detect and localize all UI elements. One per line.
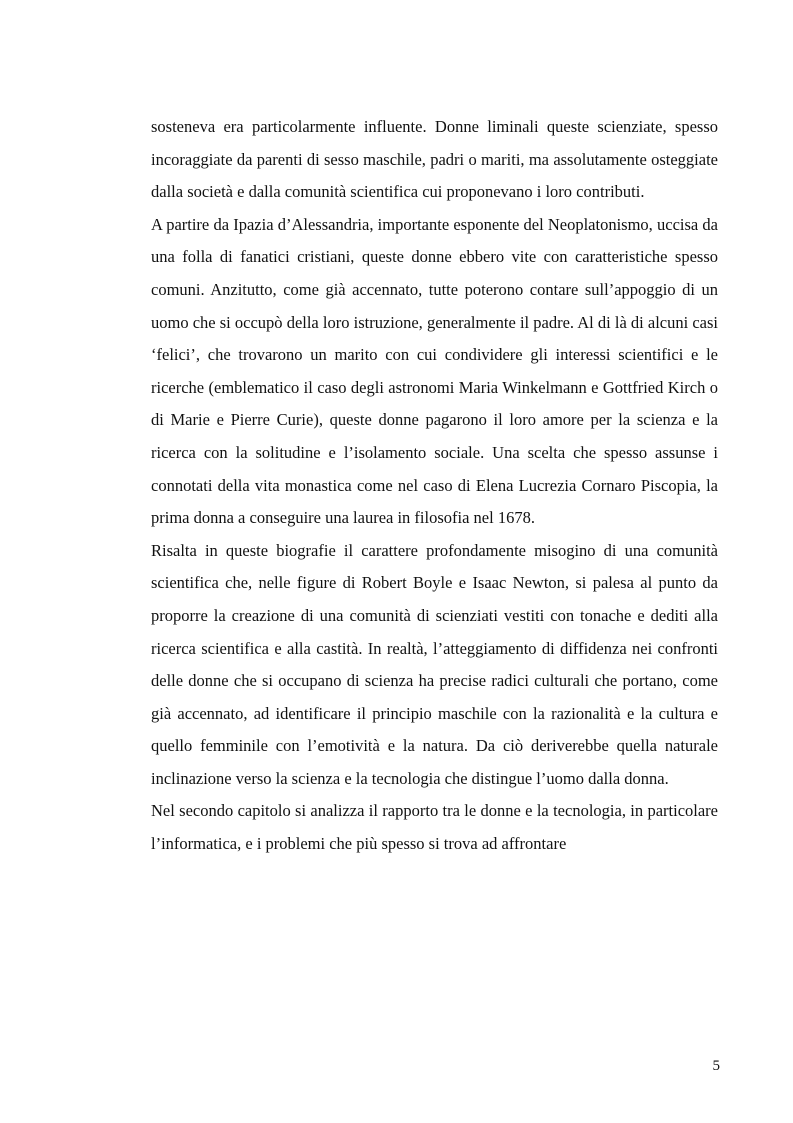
paragraph-3: Risalta in queste biografie il carattere profondamente misogino di una comunità scientifica che, nelle figure di Robert Boyle e Isaac Newton, si palesa al punto da proporre la creazione di una comunità di scienziati vestiti con tonache e dediti alla ricerca scientifica e alla castità. In realtà, l’atteggiamento di diffidenza nei confronti delle donne che si occupano di scienza ha precise radici culturali che portano, come già accennato, ad identificare il principio maschile con la razionalità e la cultura e quello femminile con l’emotività e la natura. Da ciò deriverebbe quella naturale inclinazione verso la scienza e la tecnologia che distingue l’uomo dalla donna. <box>151 540 718 788</box>
body-text <box>151 111 718 861</box>
paragraph-2: A partire da Ipazia d’Alessandria, importante esponente del Neoplatonismo, uccisa da una folla di fanatici cristiani, queste donne ebbero vite con caratteristiche spesso comuni. Anzitutto, come già accennato, tutte poterono contare sull’appoggio di un uomo che si occupò della loro istruzione, generalmente il padre. Al di là di alcuni casi ‘felici’, che trovarono un marito con cui condividere gli interessi scientifici e le ricerche (emblematico il caso degli astronomi Maria Winkelmann e Gottfried Kirch o di Marie e Pierre Curie), queste donne pagarono il loro amore per la scienza e la ricerca con la solitudine e l’isolamento sociale. Una scelta che spesso assunse i connotati della vita monastica come nel caso di Elena Lucrezia Cornaro Piscopia, la prima donna a conseguire una laurea in filosofia nel 1678. <box>151 214 718 528</box>
paragraph-1: sosteneva era particolarmente influente. Donne liminali queste scienziate, spesso incoraggiate da parenti di sesso maschile, padri o mariti, ma assolutamente osteggiate dalla società e dalla comunità scientifica cui proponevano i loro contributi. <box>151 117 718 202</box>
paragraph-4: Nel secondo capitolo si analizza il rapporto tra le donne e la tecnologia, in particolare l’informatica, e i problemi che più spesso si trova ad affrontare <box>151 801 718 854</box>
page-number: 5 <box>712 1058 720 1074</box>
